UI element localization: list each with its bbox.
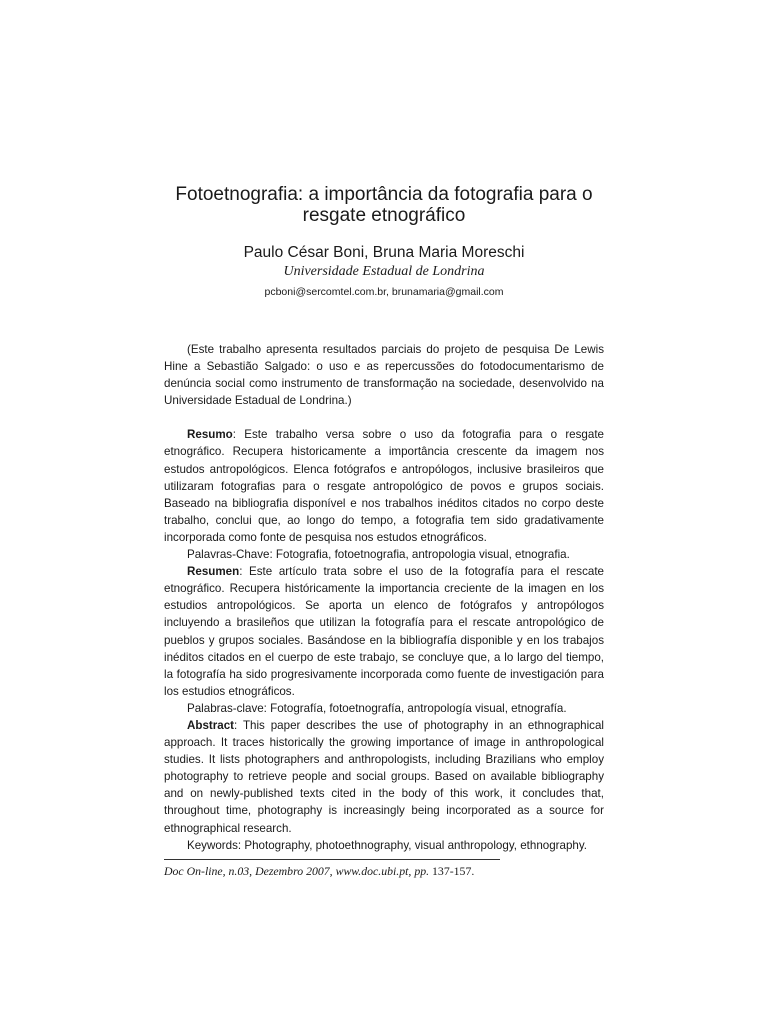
resumen-text: : Este artículo trata sobre el uso de la fotografía para el rescate etnográfico. Recupera históricamente la importancia creciente de la imagen en los estudios antropológicos. Se aporta un elenco de fotógrafos y antropólogos incluyendo a brasileños que utilizan la fotografía para el rescate antropológico de pueblos y grupos sociales. Basándose en la bibliografía disponible y en los trabajos inéditos citados en el cuerpo de este trabajo, se concluye que, a lo largo del tiempo, la fotografía ha sido progresivamente incorporada como fuente de investigación para los estudios etnográficos. xyxy=(164,565,604,698)
citation-footer xyxy=(164,864,604,879)
palavras-chave: Palavras-Chave: Fotografia, fotoetnografia, antropologia visual, etnografia. xyxy=(187,548,570,562)
abstract-label: Abstract xyxy=(187,718,235,732)
author-affiliation: Universidade Estadual de Londrina xyxy=(283,264,485,279)
resumo-paragraph xyxy=(164,426,604,546)
citation-pages: 137-157. xyxy=(432,864,475,878)
footnote-divider xyxy=(164,859,500,860)
paper-authors: Paulo César Boni, Bruna Maria Moreschi xyxy=(243,244,525,261)
abstract-paragraph xyxy=(164,717,604,837)
project-note: (Este trabalho apresenta resultados parciais do projeto de pesquisa De Lewis Hine a Sebastião Salgado: o uso e as repercussões do fotodocumentarismo de denúncia social como instrumento de transformação na sociedade, desenvolvido na Universidade Estadual de Londrina.) xyxy=(164,343,604,408)
resumen-paragraph xyxy=(164,563,604,700)
resumo-text: : Este trabalho versa sobre o uso da fotografia para o resgate etnográfico. Recupera historicamente a importância crescente da imagem nos estudos antropológicos. Elenca fotógrafos e antropólogos, inclusive brasileiros que utilizaram fotografias para o resgate antropológico de povos e grupos sociais. Baseado na bibliografia disponível e nos trabalhos inéditos citados no corpo deste trabalho, conclui que, ao longo do tempo, a fotografia tem sido gradativamente incorporada como fonte de pesquisa nos estudos etnográficos. xyxy=(164,428,604,544)
resumen-label: Resumen xyxy=(187,565,240,579)
resumo-label: Resumo xyxy=(187,428,233,442)
paper-title: Fotoetnografia: a importância da fotografia para o resgate etnográfico xyxy=(175,184,593,226)
abstract-text: : This paper describes the use of photography in an ethnographical approach. It traces historically the growing importance of image in anthropological studies. It lists photographers and anthropologists, including Brazilians who employ photography to retrieve people and social groups. Based on available bibliography and on newly-published texts cited in the body of this work, it concludes that, throughout time, photography is increasingly being incorporated as a source for ethnographical research. xyxy=(164,718,604,835)
citation-text: Doc On-line, n.03, Dezembro 2007, www.doc.ubi.pt, pp. xyxy=(164,864,430,878)
author-emails: pcboni@sercomtel.com.br, brunamaria@gmail.com xyxy=(264,286,504,298)
keywords: Keywords: Photography, photoethnography, visual anthropology, ethnography. xyxy=(187,838,588,852)
paper-page xyxy=(164,0,604,1024)
abstract-section xyxy=(164,341,604,854)
palabras-clave: Palabras-clave: Fotografía, fotoetnografía, antropología visual, etnografía. xyxy=(187,701,567,715)
